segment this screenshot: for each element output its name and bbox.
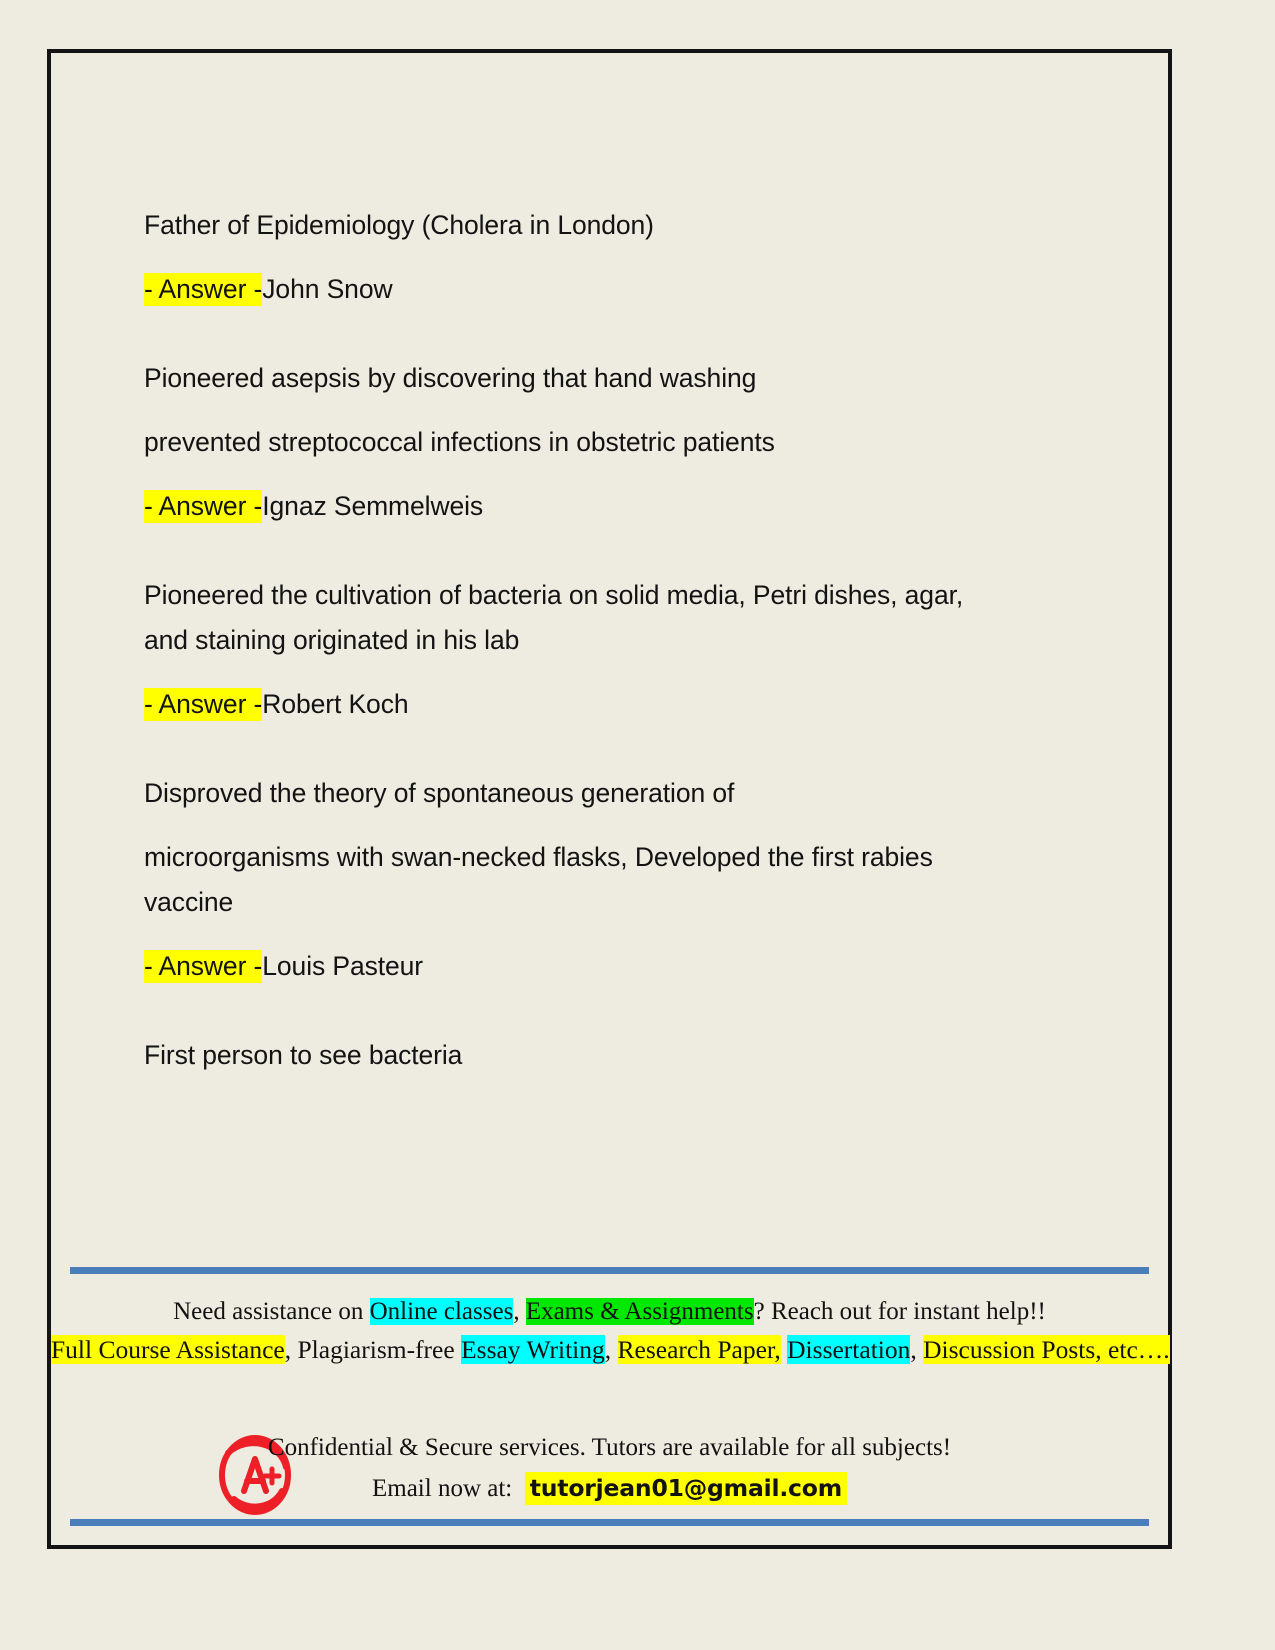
question-line: and staining originated in his lab: [144, 625, 520, 655]
question-line: prevented streptococcal infections in obstetric patients: [144, 427, 775, 457]
promo-line-2: [51, 1331, 1168, 1369]
promo-text: , Plagiarism-free: [284, 1335, 462, 1364]
question-line: Disproved the theory of spontaneous generation of: [144, 778, 735, 808]
answer-line: [144, 484, 1104, 529]
answer-line: [144, 267, 1104, 312]
email-prefix-label: Email now at:: [371, 1475, 513, 1502]
answer-text: Ignaz Semmelweis: [262, 491, 484, 521]
study-notes-body: [144, 203, 1104, 1122]
promo-text: Need assistance on: [173, 1298, 370, 1325]
question-line: Father of Epidemiology (Cholera in London): [144, 210, 654, 240]
answer-text: John Snow: [262, 274, 393, 304]
promo-highlight-dissertation: Dissertation: [787, 1335, 911, 1364]
promo-contact: [51, 1428, 1168, 1509]
answer-text: Robert Koch: [262, 689, 409, 719]
promo-text: ,: [910, 1335, 924, 1364]
promo-text: ,: [604, 1335, 618, 1364]
answer-text: Louis Pasteur: [262, 951, 424, 981]
promo-banner: [51, 1293, 1168, 1369]
question-line: First person to see bacteria: [144, 1040, 463, 1070]
promo-text: ? Reach out for instant help!!: [753, 1298, 1046, 1325]
promo-highlight-online-classes: Online classes: [369, 1298, 514, 1325]
question-line: Pioneered the cultivation of bacteria on solid media, Petri dishes, agar,: [144, 580, 964, 610]
document-page: [47, 49, 1172, 1549]
promo-line-1: [51, 1293, 1168, 1331]
qa-block: [144, 356, 1104, 529]
divider-bottom: [70, 1519, 1149, 1526]
promo-highlight-research-paper: Research Paper,: [617, 1335, 781, 1364]
qa-block: [144, 203, 1104, 312]
qa-block: [144, 573, 1104, 727]
qa-block: [144, 1033, 1104, 1078]
question-line: microorganisms with swan-necked flasks, Developed the first rabies: [144, 842, 933, 872]
qa-block: [144, 771, 1104, 989]
promo-highlight-exams-assignments: Exams & Assignments: [525, 1298, 754, 1325]
question-line: vaccine: [144, 887, 234, 917]
divider-top: [70, 1267, 1149, 1274]
answer-line: [144, 944, 1104, 989]
answer-label: - Answer -: [144, 689, 263, 719]
answer-label: - Answer -: [144, 951, 263, 981]
promo-email-line: [51, 1468, 1168, 1509]
contact-email[interactable]: tutorjean01@gmail.com: [525, 1472, 847, 1505]
answer-line: [144, 682, 1104, 727]
promo-highlight-essay-writing: Essay Writing: [461, 1335, 605, 1364]
answer-label: - Answer -: [144, 491, 263, 521]
answer-label: - Answer -: [144, 274, 263, 304]
promo-tagline: Confidential & Secure services. Tutors are available for all subjects!: [267, 1434, 952, 1461]
promo-text: ,: [513, 1298, 526, 1325]
promo-highlight-discussion-posts: Discussion Posts, etc….: [923, 1335, 1170, 1364]
question-line: Pioneered asepsis by discovering that hand washing: [144, 363, 757, 393]
promo-highlight-full-course: Full Course Assistance: [51, 1335, 285, 1364]
